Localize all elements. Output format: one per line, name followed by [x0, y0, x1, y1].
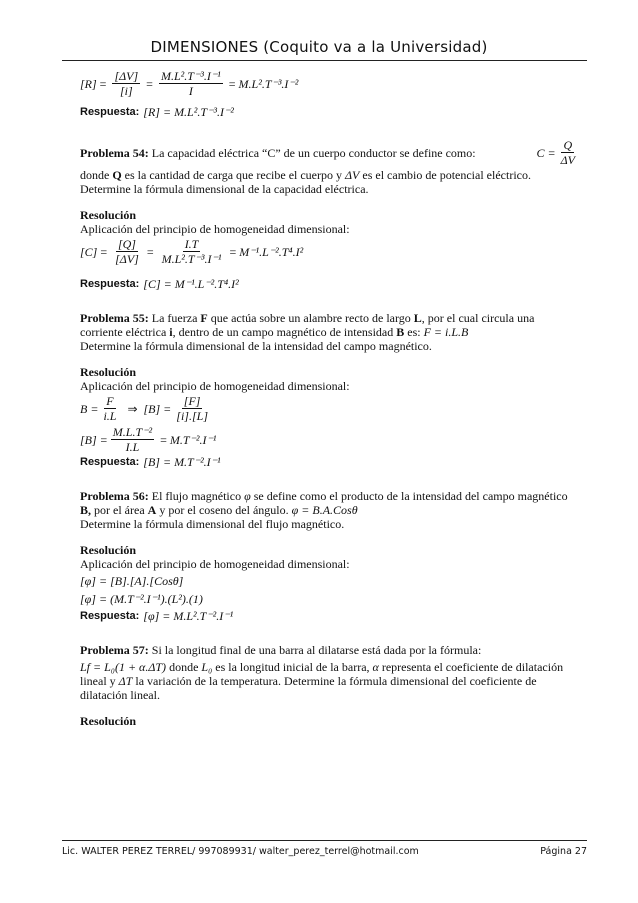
answer-line: Respuesta: [C] = M⁻¹.L⁻².T⁴.I²	[80, 277, 239, 291]
answer-line: Respuesta: [φ] = M.L².T⁻².I⁻¹	[80, 609, 234, 623]
equation-phi-2: [φ] = (M.T⁻².I⁻¹).(L²).(1)	[80, 592, 203, 606]
eq-result: M.L².T⁻³.I⁻²	[238, 76, 299, 91]
problem-56: Problema 56: El flujo magnético φ se define como el producto de la intensidad del campo magnético B, por el área A y por el coseno del ángulo. φ = B.A.Cosθ Determine la fórmula dimensional del flujo magnético. Resolución Aplicación del principio de homogeneidad dimensional: [φ] = [B].[A].[Cosθ] [φ] = (M.T⁻².I⁻¹).(L²).(1) Respuesta: [φ] = M.L².T⁻².I⁻¹	[80, 489, 580, 623]
page-body	[80, 70, 580, 728]
resolution-heading: Resolución	[80, 543, 137, 557]
fraction: $\frac{\text{M.L².T⁻³.I⁻¹}}{I}$	[160, 69, 221, 98]
equation-b2: [B] = $\frac{\text{M.L.T⁻²}}{I.L}$ = M.T⁻².I⁻¹	[80, 425, 217, 454]
eq-lhs: [R]	[80, 76, 97, 91]
footer-rule	[62, 840, 587, 841]
answer-line: Respuesta: [B] = M.T⁻².I⁻¹	[80, 455, 221, 469]
problem-55: Problema 55: La fuerza F que actúa sobre un alambre recto de largo L, por el cual circula una corriente eléctrica i, dentro de un campo magnético de intensidad B es: F = i.L.B Determine la fórmula dimensional de la intensidad del campo magnético. Resolución Aplicación del principio de homogeneidad dimensional: B = $\frac{F}{i.L}$ ⇒ [B] = $\frac{[F]}{[i].[L]}$ [B] = $\frac{\text{M.L.T⁻²}}{I.L}$ = M.T⁻².I⁻¹ Respuesta: [B] = M.T⁻².I⁻¹	[80, 311, 580, 469]
resolution-heading: Resolución	[80, 714, 137, 728]
fraction: $\frac{[\Delta V]}{[i]}$	[114, 69, 139, 98]
answer-line: Respuesta: [R] = M.L².T⁻³.I⁻²	[80, 105, 234, 119]
equation-r: [R] = $\frac{[\Delta V]}{[i]}$ = $\frac{\text{M.L².T⁻³.I⁻¹}}{I}$ = M.L².T⁻³.I⁻²	[80, 69, 299, 98]
resolution-heading: Resolución	[80, 208, 137, 222]
equation-c: [C] = $\frac{[Q]}{[\Delta V]}$ = $\frac{I.T}{\text{M.L².T⁻³.I⁻¹}}$ = M⁻¹.L⁻².T⁴.I²	[80, 237, 304, 266]
equation-phi-1: [φ] = [B].[A].[Cosθ]	[80, 574, 184, 588]
problem-54: Problema 54: La capacidad eléctrica “C” de un cuerpo conductor se define como: C = $\frac{Q}{\Delta V}$ donde Q es la cantidad de carga que recibe el cuerpo y ΔV es el cambio de potencial eléctrico. Determine la fórmula dimensional de la capacidad eléctrica. Resolución Aplicación del principio de homogeneidad dimensional: [C] = $\frac{[Q]}{[\Delta V]}$ = $\frac{I.T}{\text{M.L².T⁻³.I⁻¹}}$ = M⁻¹.L⁻².T⁴.I² Respuesta: [C] = M⁻¹.L⁻².T⁴.I²	[80, 139, 580, 291]
resolution-heading: Resolución	[80, 365, 137, 379]
page-header-title: DIMENSIONES (Coquito va a la Universidad)	[150, 38, 488, 56]
footer-page-number: Página 27	[540, 846, 587, 857]
header-rule	[62, 60, 587, 61]
problem-57: Problema 57: Si la longitud final de una barra al dilatarse está dada por la fórmula: Lf = L₀(1 + α.ΔT) donde L₀ es la longitud inicial de la barra, α representa el coeficiente de dilatación lineal y ΔT la variación de la temperatura. Determine la fórmula dimensional del coeficiente de dilatación lineal. Resolución	[80, 643, 580, 728]
footer-author: Lic. WALTER PEREZ TERREL/ 997089931/ walter_perez_terrel@hotmail.com	[62, 846, 419, 857]
equation-b: B = $\frac{F}{i.L}$ ⇒ [B] = $\frac{[F]}{[i].[L]}$	[80, 394, 208, 423]
